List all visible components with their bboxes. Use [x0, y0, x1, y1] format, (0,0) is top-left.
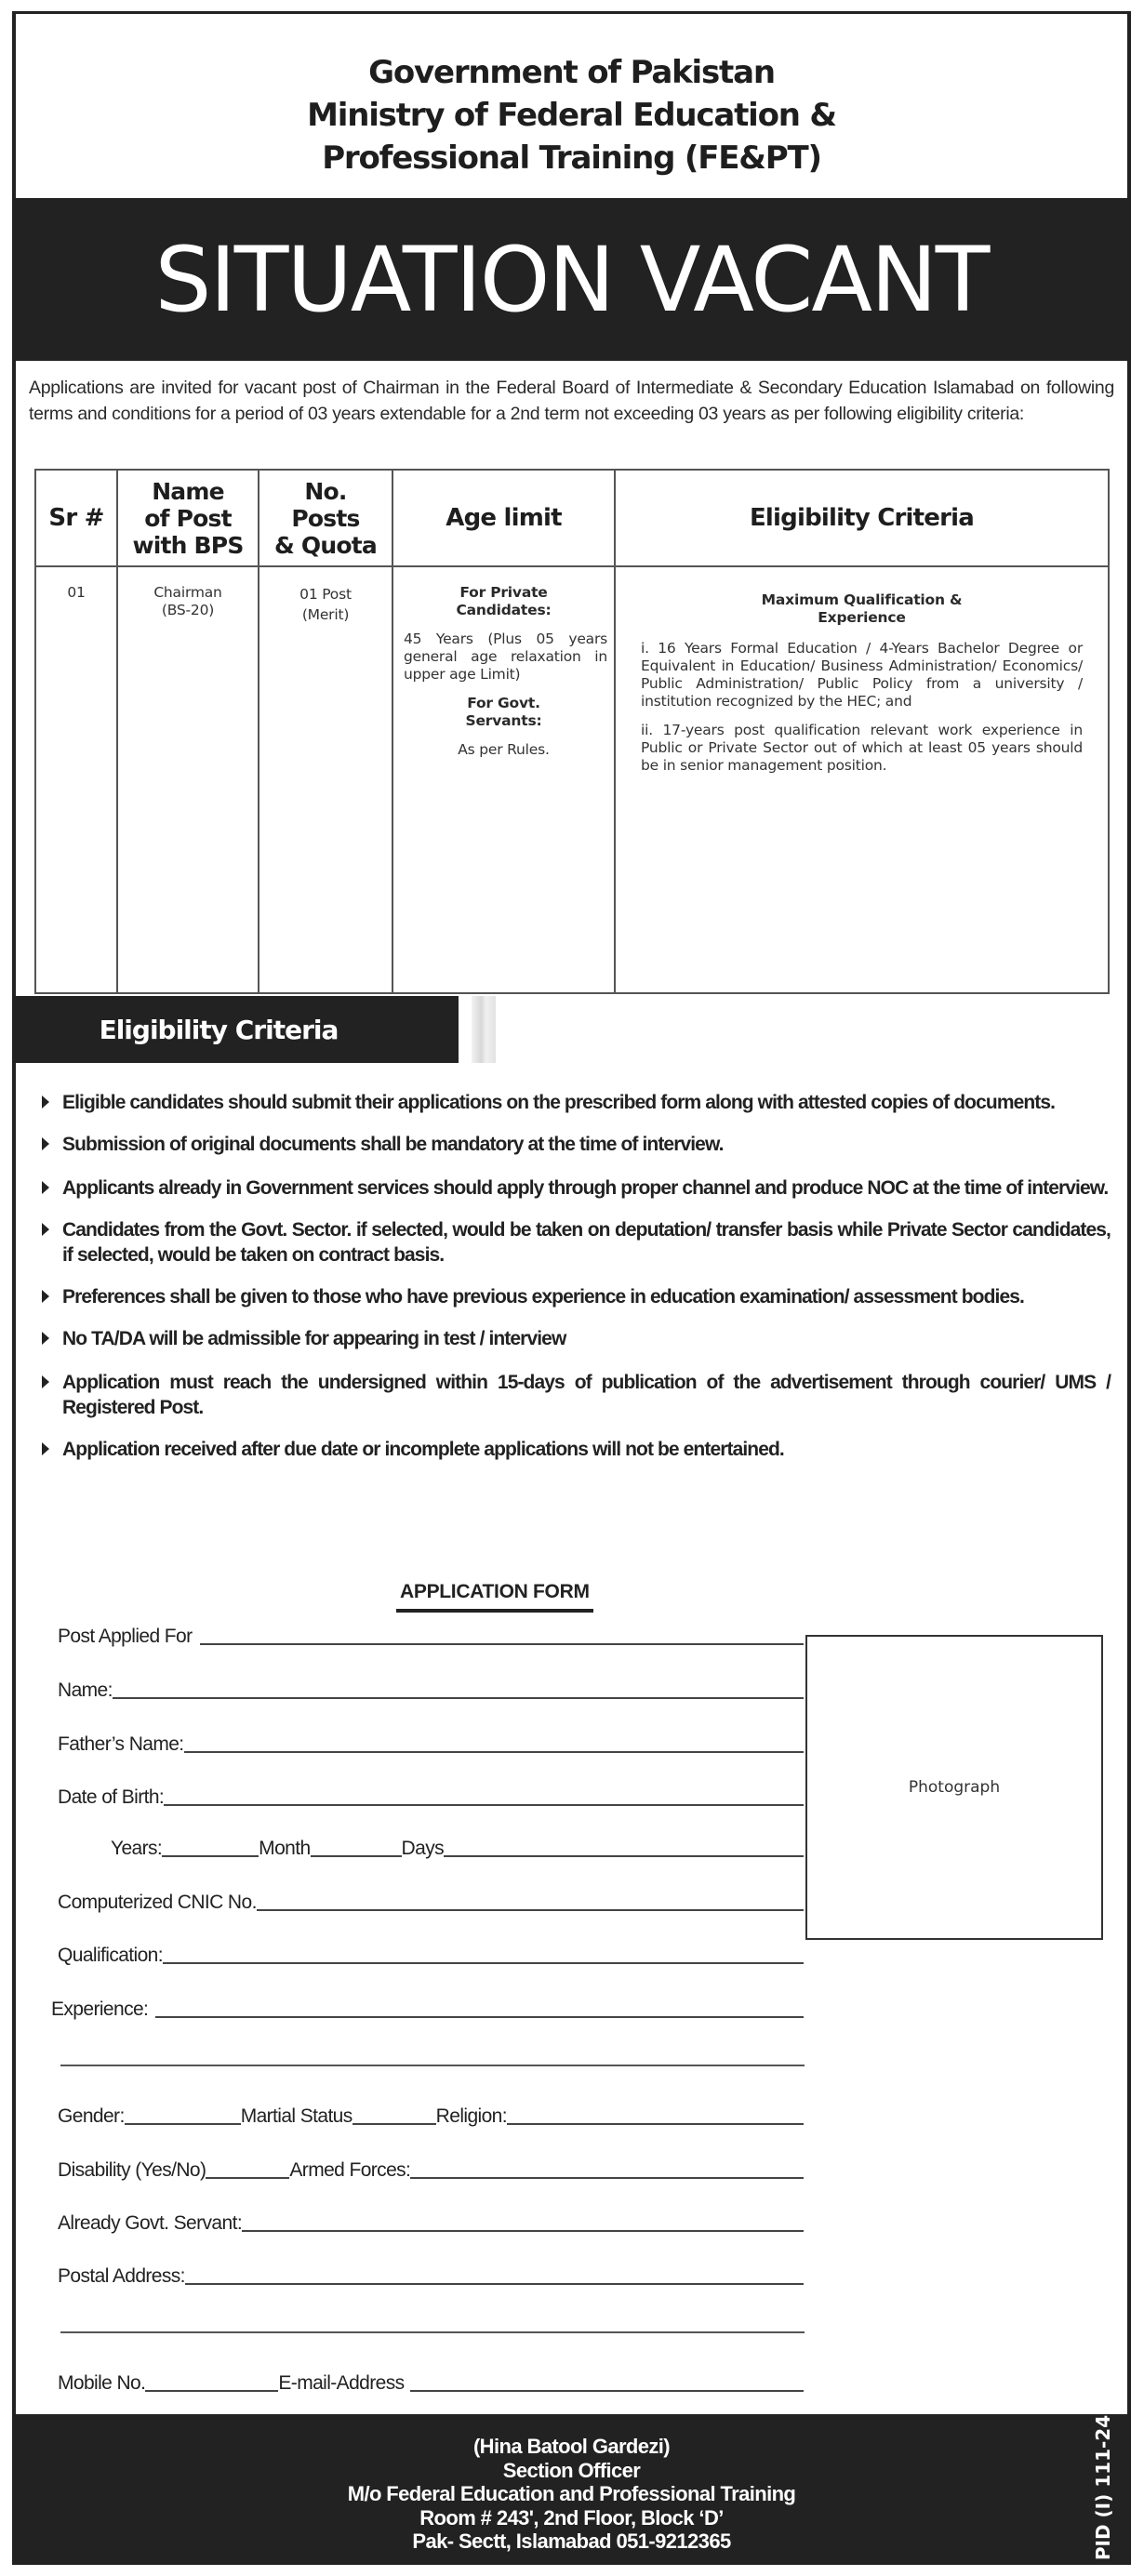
list-item: Application received after due date or incomplete applications will not be entertained. [36, 1437, 1111, 1462]
age-govt-text: As per Rules. [458, 741, 550, 758]
list-item: Applicants already in Government services should apply through proper channel and produce NOC at the time of interview. [36, 1175, 1111, 1201]
list-item: Eligible candidates should submit their applications on the prescribed form along with attested copies of documents. [36, 1090, 1111, 1115]
signatory-designation: Section Officer [502, 2458, 641, 2482]
col-name: Name of Post with BPS [117, 470, 259, 566]
field-gender-marital-religion: Gender: Martial Status Religion: [58, 2105, 804, 2128]
field-cnic[interactable]: Computerized CNIC No. [58, 1892, 804, 1914]
col-eligibility: Eligibility Criteria [615, 470, 1109, 566]
age-private-text: 45 Years (Plus 05 years general age relaxation in upper age Limit) [404, 631, 607, 683]
signatory-address-phone: Pak- Sectt, Islamabad 051-9212365 [412, 2530, 731, 2553]
list-item: Preferences shall be given to those who have previous experience in education examination/ assessment bodies. [36, 1284, 1111, 1309]
postal-address-input[interactable] [185, 2281, 804, 2285]
eligibility-heading: Maximum Qualification & Experience [761, 591, 963, 626]
page-title: SITUATION VACANT [154, 227, 989, 332]
cnic-input[interactable] [257, 1907, 804, 1911]
signatory-room: Room # 243', 2nd Floor, Block ‘D’ [419, 2505, 724, 2530]
field-experience[interactable]: Experience: [51, 1998, 804, 2021]
list-item: Submission of original documents shall be mandatory at the time of interview. [36, 1132, 1111, 1157]
col-age: Age limit [392, 470, 615, 566]
postal-address-input-line-2[interactable] [60, 2331, 805, 2333]
years-input[interactable] [162, 1853, 259, 1857]
email-input[interactable] [410, 2388, 804, 2392]
age-private-heading: For Private Candidates: [456, 584, 552, 618]
advertisement-frame [12, 11, 1131, 2565]
experience-input[interactable] [155, 2014, 804, 2018]
month-input[interactable] [311, 1853, 402, 1857]
post-applied-for-input[interactable] [200, 1641, 805, 1645]
field-qualification[interactable]: Qualification: [58, 1945, 804, 1967]
name-input[interactable] [113, 1695, 804, 1699]
header-ministry-cont: Professional Training (FE&PT) [322, 139, 821, 177]
disability-input[interactable] [206, 2175, 289, 2179]
cell-posts: 01 Post (Merit) [259, 566, 392, 993]
pid-code: PID (I) 111-24 [1092, 2414, 1114, 2561]
date-of-birth-input[interactable] [164, 1802, 804, 1806]
field-name[interactable]: Name: [58, 1680, 804, 1702]
field-already-govt-servant[interactable]: Already Govt. Servant: [58, 2212, 804, 2235]
signatory-ministry: M/o Federal Education and Professional Training [347, 2482, 796, 2505]
header-government: Government of Pakistan [368, 54, 775, 91]
field-mobile-email: Mobile No. E-mail-Address [58, 2372, 804, 2395]
field-age-breakdown: Years: Month Days [111, 1838, 804, 1860]
col-sr: Sr # [35, 470, 117, 566]
col-posts: No. Posts & Quota [259, 470, 392, 566]
mobile-input[interactable] [145, 2388, 278, 2392]
photograph-box [805, 1635, 1103, 1940]
field-disability-armed-forces: Disability (Yes/No) Armed Forces: [58, 2159, 804, 2182]
application-form [16, 14, 1127, 2561]
already-govt-servant-input[interactable] [242, 2228, 804, 2232]
age-govt-heading: For Govt. Servants: [465, 695, 542, 729]
armed-forces-input[interactable] [410, 2175, 804, 2179]
cell-name: Chairman (BS-20) [117, 566, 259, 993]
eligibility-item: ii. 17-years post qualification relevant work experience in Public or Private Sector out of which at least 05 years should be in senior management position. [641, 722, 1083, 774]
eligibility-item: i. 16 Years Formal Education / 4-Years Bachelor Degree or Equivalent in Education/ Business Administration/ Economics/ Public Administration/ Public Policy from a university / institution recognized by the HEC; and [641, 640, 1083, 710]
list-item: Candidates from the Govt. Sector. if selected, would be taken on deputation/ transfer basis while Private Sector candidates, if selected, would be taken on contract basis. [36, 1217, 1111, 1268]
eligibility-section-title: Eligibility Criteria [99, 1014, 339, 1045]
field-post-applied-for[interactable]: Post Applied For [58, 1626, 804, 1648]
fathers-name-input[interactable] [184, 1749, 804, 1753]
footer-signature-block [16, 2414, 1127, 2561]
field-postal-address[interactable]: Postal Address: [58, 2265, 804, 2288]
photograph-label: Photograph [908, 1778, 1001, 1797]
intro-paragraph: Applications are invited for vacant post of Chairman in the Federal Board of Intermediate & Secondary Education Islamabad on following terms and conditions for a period of 03 years extendable for a 2nd term not exceeding 03 years as per following eligibility criteria: [29, 378, 1114, 424]
field-fathers-name[interactable]: Father’s Name: [58, 1733, 804, 1756]
field-date-of-birth[interactable]: Date of Birth: [58, 1786, 804, 1809]
header-ministry: Ministry of Federal Education & [307, 97, 836, 134]
list-item: No TA/DA will be admissible for appearing in test / interview [36, 1326, 1111, 1351]
application-form-title: APPLICATION FORM [396, 1581, 593, 1613]
cell-sr: 01 [35, 566, 117, 993]
gender-input[interactable] [125, 2121, 241, 2125]
signatory-name: (Hina Batool Gardezi) [472, 2435, 671, 2458]
days-input[interactable] [444, 1853, 804, 1857]
list-item: Application must reach the undersigned within 15-days of publication of the advertisement through courier/ UMS / Registered Post. [36, 1370, 1111, 1420]
religion-input[interactable] [507, 2121, 804, 2125]
experience-input-line-2[interactable] [60, 2065, 805, 2066]
marital-status-input[interactable] [353, 2121, 436, 2125]
qualification-input[interactable] [163, 1960, 804, 1964]
